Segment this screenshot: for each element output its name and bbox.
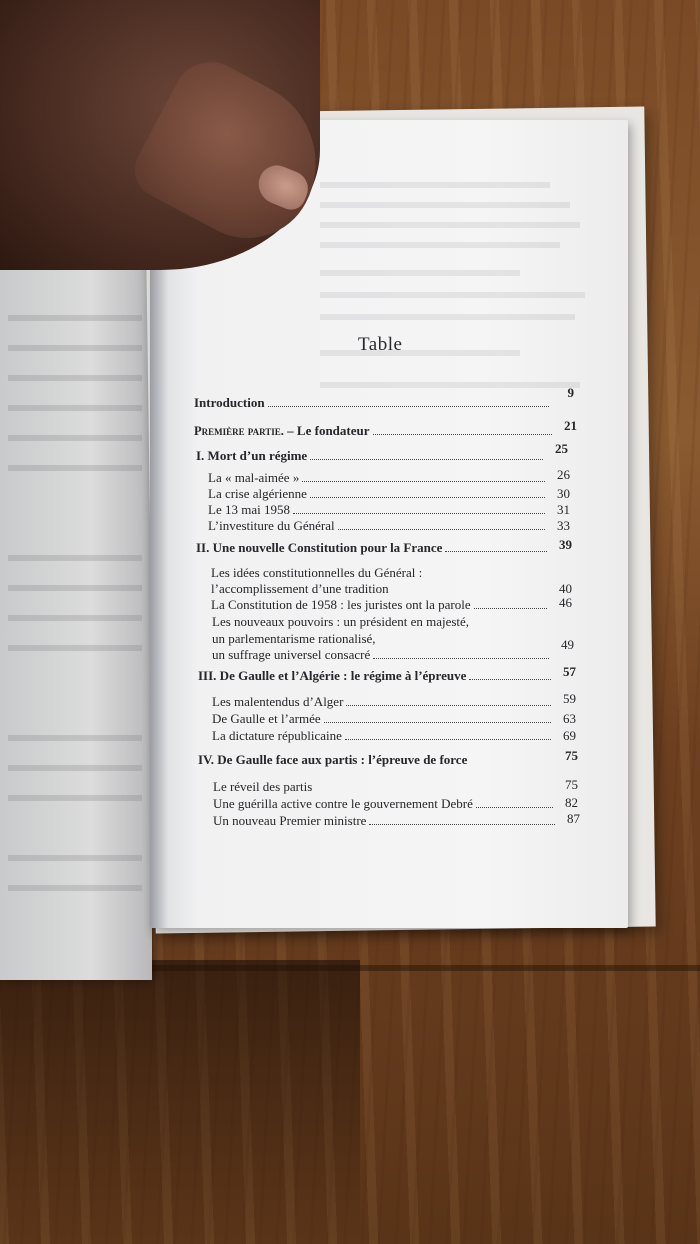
toc-entry-page: 30 [557,486,570,501]
toc-entry-section [208,486,570,502]
toc-entry-page: 9 [567,385,574,400]
toc-leader-dots [392,592,547,593]
toc-entry-line: Les nouveaux pouvoirs : un président en majesté, [212,614,470,629]
toc-entry-section [208,518,570,534]
toc-entry-page: 26 [557,467,570,482]
toc-entry-page: 31 [557,502,570,517]
toc-entry-label: De Gaulle et l’armée [212,711,321,726]
toc-entry-section [208,467,570,486]
left-page [0,255,152,980]
table-shadow [0,960,360,1244]
toc-entry-page: 40 [559,581,572,596]
toc-entry-label: Une guérilla active contre le gouvernement Debré [213,796,473,811]
toc-entry-label: Le 13 mai 1958 [208,502,290,517]
toc-leader-dots [476,807,553,808]
toc-entry-label: Première partie. – Le fondateur [194,423,370,438]
toc-entry-introduction [194,385,574,411]
toc-entry-label: La « mal-aimée » [208,470,300,485]
toc-entry-label: III. De Gaulle et l’Algérie : le régime à l’épreuve [198,668,467,683]
toc-entry-page: 33 [557,518,570,533]
toc-entry-section [211,581,572,597]
toc-entry-page: 87 [567,811,580,826]
toc-entry-label: Le réveil des partis [213,779,313,794]
toc-leader-dots [469,679,551,680]
toc-leader-dots [310,497,545,498]
toc-entry-page: 75 [565,777,578,792]
toc-entry-label: La Constitution de 1958 : les juristes ont la parole [211,597,471,612]
toc-leader-dots [310,459,543,460]
toc-entry-label: II. Une nouvelle Constitution pour la France [196,540,443,555]
toc-leader-dots [324,722,551,723]
toc-entry-page: 57 [563,664,576,679]
toc-leader-dots [474,608,547,609]
toc-title: Table [358,334,403,355]
toc-entry-part-one [194,418,577,439]
toc-entry-page: 39 [559,537,572,552]
toc-entry-label: Les malentendus d’Alger [212,694,344,709]
toc-entry-page: 21 [564,418,577,433]
toc-leader-dots [346,705,551,706]
toc-leader-dots [369,824,555,825]
toc-entry-page: 69 [563,728,576,743]
toc-entry-page: 49 [561,637,574,652]
toc-leader-dots [293,513,545,514]
toc-entry-section [213,779,578,795]
toc-entry-label: Un nouveau Premier ministre [213,813,367,828]
toc-entry-label: La crise algérienne [208,486,307,501]
toc-entry-line: Les idées constitutionnelles du Général : [211,565,423,580]
toc-leader-dots [302,481,545,482]
toc-entry-label: un suffrage universel consacré [212,647,371,662]
toc-entry-label: I. Mort d’un régime [196,448,308,463]
toc-entry-section [211,597,572,613]
toc-entry-section [208,502,570,518]
toc-entry-section [213,796,578,812]
toc-entry-label: La dictature républicaine [212,728,342,743]
toc-entry-label: IV. De Gaulle face aux partis : l’épreuve de force [198,752,468,767]
toc-leader-dots [445,551,547,552]
toc-leader-dots [315,790,553,791]
toc-entry-section [212,691,576,710]
toc-entry-line: un parlementarisme rationalisé, [212,631,376,646]
toc-leader-dots [338,529,545,530]
toc-leader-dots [345,739,551,740]
toc-entry-section [212,728,576,744]
toc-entry-page: 25 [555,441,568,456]
toc-entry-section [212,711,576,727]
toc-entry-chapter-3 [198,664,576,684]
toc-entry-section [213,813,580,829]
toc-entry-page: 59 [563,691,576,706]
toc-entry-label: L’investiture du Général [208,518,335,533]
toc-entry-label: Introduction [194,395,265,410]
toc-leader-dots [373,658,549,659]
toc-entry-page: 46 [559,595,572,610]
toc-entry-chapter-1 [196,441,568,464]
toc-entry-chapter-2 [196,537,572,556]
toc-entry-page: 75 [565,748,578,763]
toc-entry-page: 82 [565,795,578,810]
toc-leader-dots [373,434,552,435]
toc-leader-dots [470,763,553,764]
toc-entry-label: l’accomplissement d’une tradition [211,581,389,596]
toc-leader-dots [268,406,549,407]
toc-entry-page: 63 [563,711,576,726]
toc-entry-chapter-4 [198,748,578,768]
